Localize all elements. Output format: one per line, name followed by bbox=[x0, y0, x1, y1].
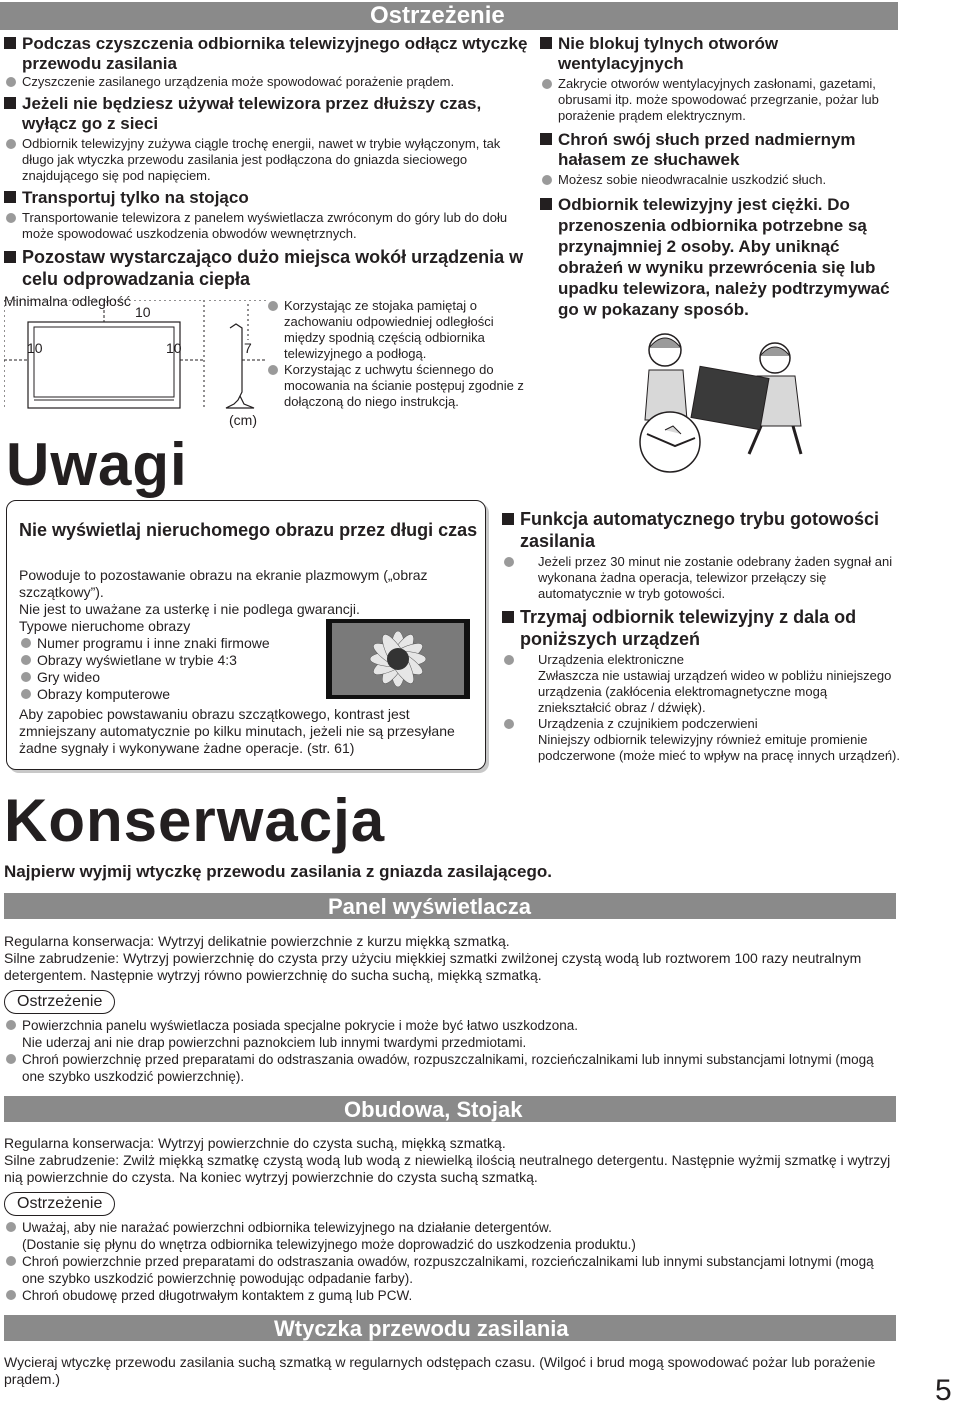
cabinet-header bbox=[4, 1096, 896, 1122]
notes-title: Uwagi bbox=[6, 431, 188, 498]
warning-longtime-text: Odbiornik telewizyjny zużywa ciągle trochę energii, nawet w trybie wyłączonym, tak długo jak wtyczka przewodu zasilania jest podłączona do gniazda sieciowego znajdującego się pod napięciem. bbox=[4, 136, 534, 184]
panel-regular: Regularna konserwacja: Wytrzyj delikatnie powierzchnie z kurzu miękką szmatką. bbox=[4, 933, 510, 949]
wall-mount-note: Korzystając z uchwytu ściennego do mocowania na ścianie postępuj zgodnie z dołączoną do niego instrukcją. bbox=[266, 362, 536, 410]
warning-right-column bbox=[540, 34, 902, 320]
square-bullet-icon bbox=[4, 97, 16, 109]
warning-vents-text: Zakrycie otworów wentylacyjnych zasłonami, gazetami, obrusami itp. może spowodować przegrzanie, pożar lub porażenie prądem elektrycznym. bbox=[540, 76, 902, 124]
warning-vents-heading: Nie blokuj tylnych otworów wentylacyjnych bbox=[540, 34, 902, 74]
notes-right-column bbox=[502, 508, 902, 764]
warning-space-heading: Pozostaw wystarczająco dużo miejsca wokół urządzenia w celu odprowadzania ciepła bbox=[4, 246, 534, 290]
dim-left-label: 10 bbox=[27, 340, 43, 356]
square-bullet-icon bbox=[540, 133, 552, 145]
cabinet-warning-1: Uważaj, aby nie narażać powierzchni odbiornika telewizyjnego na działanie detergentów. bbox=[4, 1219, 894, 1236]
still-image-title: Nie wyświetlaj nieruchomego obrazu przez długi czas bbox=[19, 520, 478, 540]
carrying-tv-illustration bbox=[625, 330, 810, 475]
plug-header bbox=[4, 1315, 896, 1341]
no-warranty-text: Nie jest to uważane za usterkę i nie podlega gwarancji. bbox=[19, 601, 360, 617]
panel-warning-badge: Ostrzeżenie bbox=[4, 990, 115, 1014]
infrared-item: Urządzenia z czujnikiem podczerwieni bbox=[502, 716, 902, 732]
stand-note: Korzystając ze stojaka pamiętaj o zachowaniu odpowiedniej odległości między spodnią częścią odbiornika telewizyjnego a podłogą. bbox=[266, 298, 536, 362]
maintenance-intro: Najpierw wyjmij wtyczkę przewodu zasilania z gniazda zasilającego. bbox=[4, 862, 552, 881]
cabinet-header-title: Obudowa, Stojak bbox=[344, 1097, 523, 1122]
cabinet-warning-2: Chroń powierzchnie przed preparatami do odstraszania owadów, rozpuszczalnikami, rozcieńczalnikami lub innymi substancjami lotnymi (mogą one szybko uszkodzić powierzchnię powodując odpadanie farby). bbox=[4, 1253, 894, 1287]
warning-hearing-text: Możesz sobie nieodwracalnie uszkodzić słuch. bbox=[540, 172, 902, 188]
square-bullet-icon bbox=[540, 37, 552, 49]
cabinet-heavy: Silne zabrudzenie: Zwilż miękką szmatkę czystą wodą lub wodą z niewielką ilością neutralnego detergentu. Następnie wyżmij szmatkę i wytrzyj nią powierzchnie do czysta. Na koniec wytrzyj powierzchnie do czysta suchą szmatką. bbox=[4, 1152, 891, 1185]
cabinet-section bbox=[4, 1135, 894, 1304]
plug-header-title: Wtyczka przewodu zasilania bbox=[274, 1316, 569, 1341]
min-distance-label: Minimalna odległość bbox=[4, 293, 131, 309]
afterimage-text: Powoduje to pozostawanie obrazu na ekranie plazmowym („obraz szczątkowy”). bbox=[19, 567, 428, 600]
dim-side-label: 7 bbox=[244, 340, 252, 356]
list-item: Gry wideo bbox=[19, 669, 479, 686]
warning-header bbox=[0, 2, 898, 30]
warning-heavy-heading: Odbiornik telewizyjny jest ciężki. Do przenoszenia odbiornika potrzebne są przynajmniej 2 osoby. Aby uniknąć obrażeń w wyniku przewrócenia się lub upadku telewizora, należy podtrzymywać go w pokazany sposób. bbox=[540, 194, 902, 320]
dim-top-label: 10 bbox=[135, 304, 151, 320]
cabinet-warning-badge: Ostrzeżenie bbox=[4, 1192, 115, 1216]
electronics-item: Urządzenia elektroniczne bbox=[502, 652, 902, 668]
page-number: 5 bbox=[935, 1374, 952, 1407]
panel-warning-1: Powierzchnia panelu wyświetlacza posiada specjalne pokrycie i może być łatwo uszkodzona. bbox=[4, 1017, 894, 1034]
panel-heavy: Silne zabrudzenie: Wytrzyj powierzchnię do czysta przy użyciu miękkiej szmatki zwilżonej czystą wodą lub roztworem 100 razy neutralnym detergentem. Następnie wytrzyj równo powierzchnię do sucha suchą, miękką szmatką. bbox=[4, 950, 862, 983]
panel-header-title: Panel wyświetlacza bbox=[328, 894, 531, 919]
panel-warning-2: Chroń powierzchnię przed preparatami do odstraszania owadów, rozpuszczalnikami, rozcieńczalnikami lub innymi substancjami lotnymi (mogą one szybko uszkodzić powierzchnię). bbox=[4, 1051, 894, 1085]
electronics-text: Zwłaszcza nie ustawiaj urządzeń wideo w pobliżu niniejszego urządzenia (zakłócenia elektromagnetyczne mogą zniekształcić obraz / dźwięk). bbox=[538, 668, 892, 715]
warning-transport-text: Transportowanie telewizora z panelem wyświetlacza zwróconym do góry lub do dołu może spowodować uszkodzenia obwodów wewnętrznych. bbox=[4, 210, 534, 242]
auto-contrast-text: Aby zapobiec powstawaniu obrazu szczątkowego, kontrast jest zmniejszany automatycznie po kilku minutach, jeżeli nie są przesyłane żadne sygnały i wykonywane żadne operacje. (str. 61) bbox=[19, 706, 455, 756]
auto-standby-text: Jeżeli przez 30 minut nie zostanie odebrany żaden sygnał ani wykonana żadna operacja, telewizor przełączy się automatycznie w tryb gotowości. bbox=[502, 554, 902, 602]
space-notes bbox=[266, 298, 536, 410]
warning-header-title: Ostrzeżenie bbox=[370, 2, 505, 29]
warning-unplug-text: Czyszczenie zasilanego urządzenia może spowodować porażenie prądem. bbox=[4, 74, 534, 90]
maintenance-title: Konserwacja bbox=[4, 787, 386, 854]
infrared-text: Niniejszy odbiornik telewizyjny również emituje promienie podczerwone (może mieć to wpływ na pracę innych urządzeń). bbox=[538, 732, 901, 763]
dim-unit-label: (cm) bbox=[229, 412, 257, 428]
cabinet-warning-1-cont: (Dostanie się płynu do wnętrza odbiornika telewizyjnego może doprowadzić do uszkodzenia produktu.) bbox=[22, 1237, 636, 1252]
square-bullet-icon bbox=[502, 513, 514, 525]
auto-standby-heading: Funkcja automatycznego trybu gotowości zasilania bbox=[502, 508, 902, 552]
square-bullet-icon bbox=[4, 37, 16, 49]
keep-away-heading: Trzymaj odbiornik telewizyjny z dala od poniższych urządzeń bbox=[502, 606, 902, 650]
square-bullet-icon bbox=[4, 191, 16, 203]
dim-right-label: 10 bbox=[166, 340, 182, 356]
panel-warning-1-cont: Nie uderzaj ani nie drap powierzchni paznokciem lub innymi twardymi przedmiotami. bbox=[22, 1035, 527, 1050]
cabinet-regular: Regularna konserwacja: Wytrzyj powierzchnie do czysta suchą, miękką szmatką. bbox=[4, 1135, 506, 1151]
warning-transport-heading: Transportuj tylko na stojąco bbox=[4, 188, 534, 208]
panel-section bbox=[4, 933, 894, 1085]
square-bullet-icon bbox=[540, 198, 552, 210]
list-item: Obrazy wyświetlane w trybie 4:3 bbox=[19, 652, 479, 669]
warning-unplug-heading: Podczas czyszczenia odbiornika telewizyjnego odłącz wtyczkę przewodu zasilania bbox=[4, 34, 534, 74]
square-bullet-icon bbox=[502, 611, 514, 623]
list-item: Numer programu i inne znaki firmowe bbox=[19, 635, 479, 652]
warning-left-column bbox=[4, 34, 534, 310]
still-image-box bbox=[6, 500, 486, 770]
typical-still-images-label: Typowe nieruchome obrazy bbox=[19, 618, 191, 634]
still-image-example bbox=[326, 619, 470, 699]
cabinet-warning-3: Chroń obudowę przed długotrwałym kontaktem z gumą lub PCW. bbox=[4, 1287, 894, 1304]
panel-header bbox=[4, 893, 896, 919]
plug-text: Wycieraj wtyczkę przewodu zasilania suchą szmatką w regularnych odstępach czasu. (Wilgoć i brud mogą spowodować pożar lub porażenie prądem.) bbox=[4, 1354, 876, 1387]
square-bullet-icon bbox=[4, 251, 16, 263]
warning-longtime-heading: Jeżeli nie będziesz używał telewizora przez dłuższy czas, wyłącz go z sieci bbox=[4, 94, 534, 134]
warning-hearing-heading: Chroń swój słuch przed nadmiernym hałasem ze słuchawek bbox=[540, 130, 902, 170]
list-item: Obrazy komputerowe bbox=[19, 686, 479, 703]
